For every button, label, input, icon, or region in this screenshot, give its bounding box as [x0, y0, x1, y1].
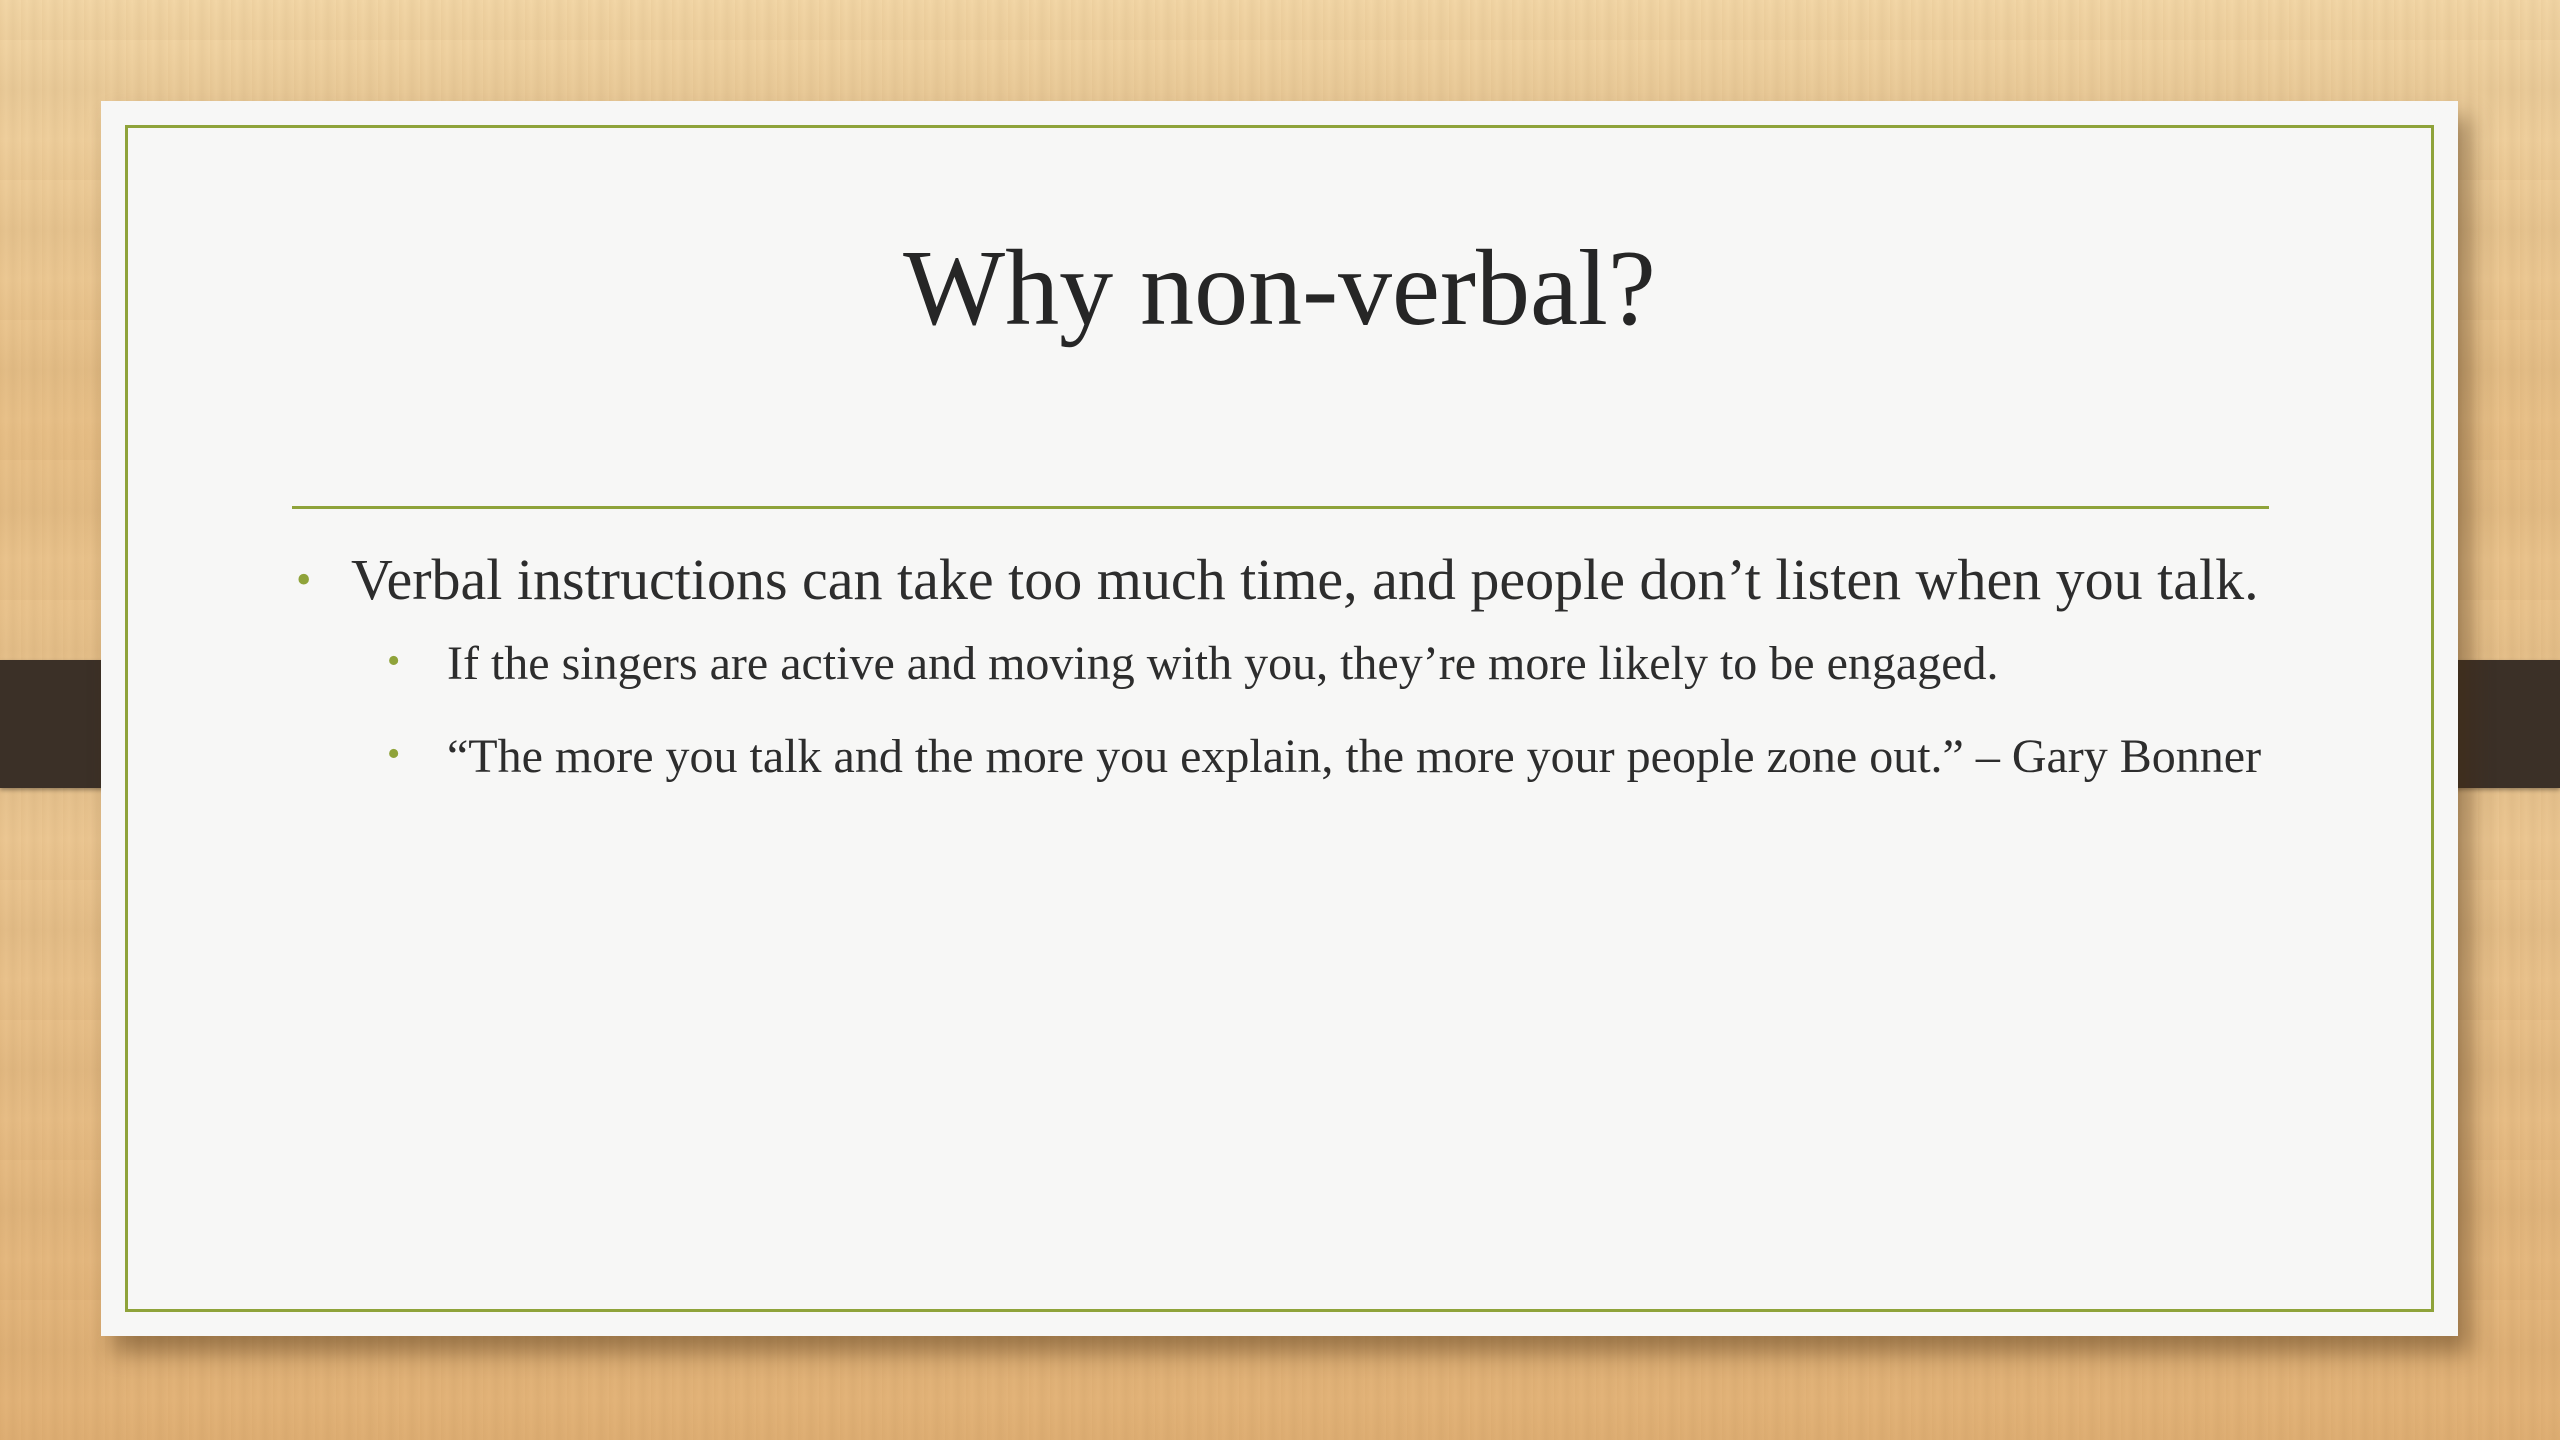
bullet-item — [292, 541, 2282, 618]
bullet-dot-icon: • — [387, 640, 401, 682]
bullet-dot-icon: • — [387, 733, 401, 775]
sub-bullet-text: If the singers are active and moving with you, they’re more likely to be engaged. — [447, 637, 1999, 690]
bullet-text: Verbal instructions can take too much time, and people don’t listen when you talk. — [351, 547, 2259, 612]
title-divider — [292, 506, 2269, 509]
sub-bullet-item — [292, 632, 2277, 695]
slide — [101, 101, 2458, 1336]
sub-bullet-item — [292, 725, 2277, 788]
slide-body — [292, 541, 2282, 818]
bullet-dot-icon: • — [296, 555, 312, 604]
slide-title: Why non-verbal? — [903, 229, 1656, 349]
sub-bullet-text: “The more you talk and the more you explain, the more your people zone out.” – Gary Bonner — [447, 730, 2262, 783]
